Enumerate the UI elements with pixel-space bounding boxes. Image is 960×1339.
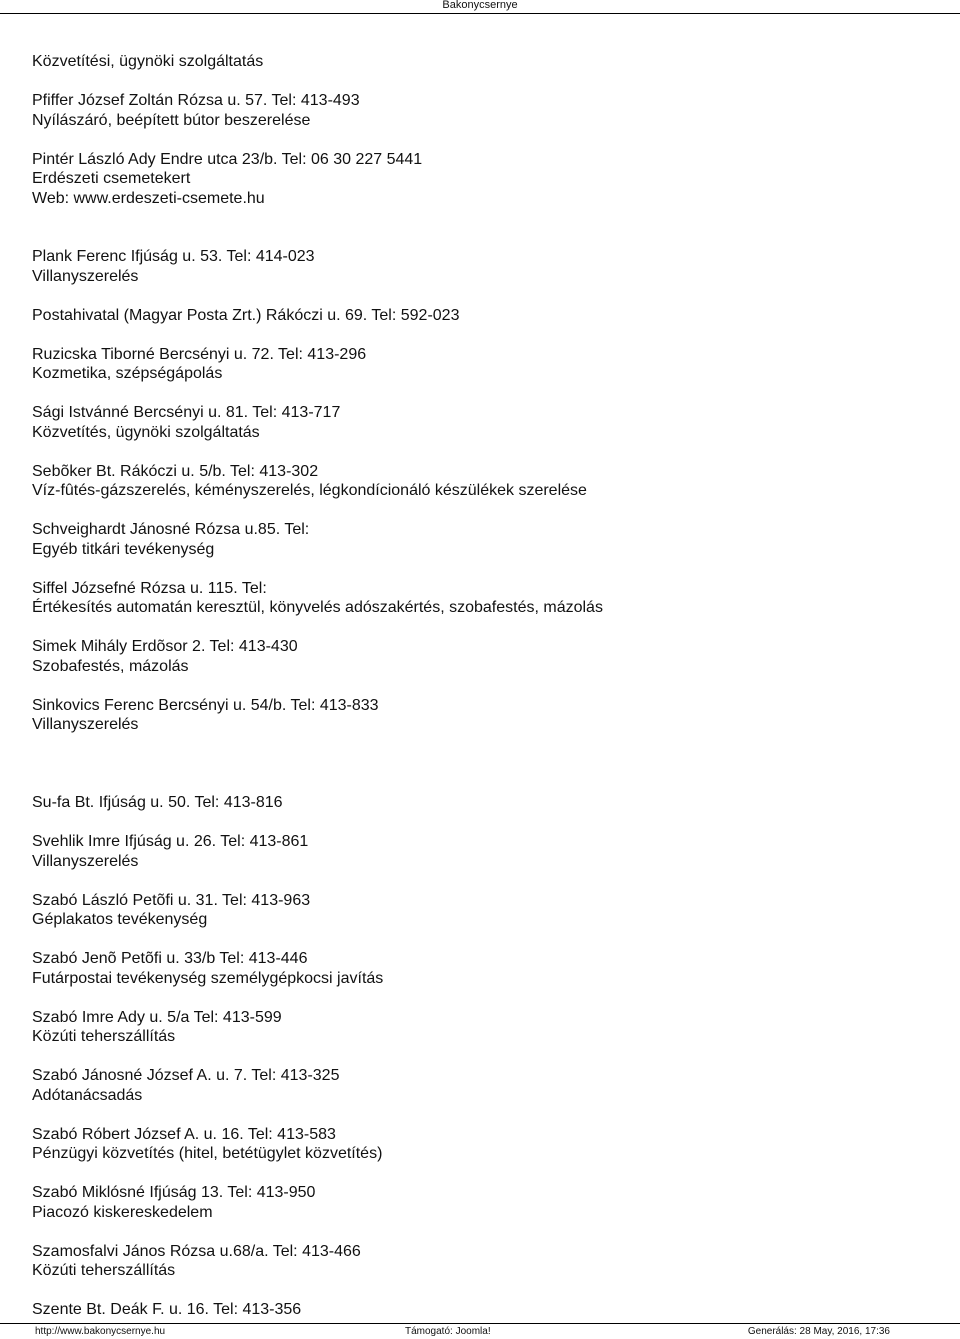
entry-name-line: Szabó Róbert József A. u. 16. Tel: 413-583 <box>32 1125 336 1143</box>
entry-activity: Közúti teherszállítás <box>32 1028 176 1045</box>
entry-name-line: Ruzicska Tiborné Bercsényi u. 72. Tel: 413-296 <box>32 345 367 363</box>
entry-activity: Nyílászáró, beépített bútor beszerelése <box>32 111 311 129</box>
footer-generated: Generálás: 28 May, 2016, 17:36 <box>747 1326 890 1337</box>
list-item <box>32 1300 932 1320</box>
entry-activity: Adótanácsadás <box>32 1086 143 1104</box>
list-item <box>32 345 932 384</box>
entry-activity: Piacozó kiskereskedelem <box>32 1203 213 1221</box>
entry-name-line: Szabó László Petõfi u. 31. Tel: 413-963 <box>32 891 311 909</box>
list-item <box>32 1125 932 1164</box>
directory-list <box>32 52 932 1320</box>
entry-activity: Közvetítés, ügynöki szolgáltatás <box>32 423 260 441</box>
entry-name-line: Postahivatal (Magyar Posta Zrt.) Rákóczi u. 69. Tel: 592-023 <box>32 306 460 324</box>
list-item <box>32 520 932 559</box>
page-footer <box>0 1323 960 1339</box>
entry-name-line: Svehlik Imre Ifjúság u. 26. Tel: 413-861 <box>32 833 309 850</box>
entry-activity: Víz-fûtés-gázszerelés, kéményszerelés, légkondícionáló készülékek szerelése <box>32 482 587 499</box>
list-item <box>32 247 932 286</box>
entry-name-line: Plank Ferenc Ifjúság u. 53. Tel: 414-023 <box>32 248 315 265</box>
entry-name-line: Schveighardt Jánosné Rózsa u.85. Tel: <box>32 521 310 538</box>
list-item <box>32 403 932 442</box>
entry-name-line: Szente Bt. Deák F. u. 16. Tel: 413-356 <box>32 1301 302 1318</box>
entry-name-line: Sági Istvánné Bercsényi u. 81. Tel: 413-717 <box>32 404 341 421</box>
entry-activity: Közúti teherszállítás <box>32 1262 176 1279</box>
entry-activity: Szobafestés, mázolás <box>32 657 189 675</box>
footer-url: http://www.bakonycsernye.hu <box>35 1326 166 1337</box>
list-item <box>32 696 932 735</box>
list-item <box>32 150 932 209</box>
entry-activity: Villanyszerelés <box>32 852 139 870</box>
section-title: Közvetítési, ügynöki szolgáltatás <box>32 53 264 70</box>
list-item <box>32 832 932 871</box>
entry-name-line: Szamosfalvi János Rózsa u.68/a. Tel: 413-466 <box>32 1242 361 1260</box>
list-item <box>32 793 932 813</box>
list-item <box>32 1008 932 1047</box>
entry-name-line: Pfiffer József Zoltán Rózsa u. 57. Tel: 413-493 <box>32 92 360 109</box>
entry-activity: Villanyszerelés <box>32 267 139 285</box>
entry-activity: Kozmetika, szépségápolás <box>32 365 223 382</box>
footer-sponsor: Támogató: Joomla! <box>405 1326 491 1337</box>
entry-activity: Értékesítés automatán keresztül, könyvelés adószakértés, szobafestés, mázolás <box>32 599 603 616</box>
header-title: Bakonycsernye <box>442 0 518 11</box>
entry-activity: Pénzügyi közvetítés (hitel, betétügylet közvetítés) <box>32 1145 383 1162</box>
entry-activity: Erdészeti csemetekert <box>32 170 191 187</box>
entry-name-line: Pintér László Ady Endre utca 23/b. Tel: 06 30 227 5441 <box>32 150 423 168</box>
list-item <box>32 306 932 326</box>
entry-name-line: Szabó Jánosné József A. u. 7. Tel: 413-325 <box>32 1067 340 1084</box>
entry-activity: Villanyszerelés <box>32 716 139 733</box>
entry-website: Web: www.erdeszeti-csemete.hu <box>32 189 265 207</box>
entry-name-line: Sebõker Bt. Rákóczi u. 5/b. Tel: 413-302 <box>32 462 319 480</box>
entry-name-line: Szabó Imre Ady u. 5/a Tel: 413-599 <box>32 1008 282 1026</box>
entry-name-line: Szabó Jenõ Petõfi u. 33/b Tel: 413-446 <box>32 950 308 967</box>
entry-activity: Futárpostai tevékenység személygépkocsi javítás <box>32 969 384 987</box>
list-item <box>32 1242 932 1281</box>
list-item <box>32 637 932 676</box>
list-item <box>32 579 932 618</box>
list-item <box>32 1183 932 1222</box>
page-header <box>0 0 960 14</box>
entry-name-line: Simek Mihály Erdõsor 2. Tel: 413-430 <box>32 638 298 655</box>
entry-name-line: Siffel Józsefné Rózsa u. 115. Tel: <box>32 579 267 597</box>
entry-name-line: Su-fa Bt. Ifjúság u. 50. Tel: 413-816 <box>32 794 283 811</box>
entry-name-line: Sinkovics Ferenc Bercsényi u. 54/b. Tel: 413-833 <box>32 696 379 714</box>
entry-activity: Géplakatos tevékenység <box>32 911 208 928</box>
list-item <box>32 91 932 130</box>
list-item <box>32 462 932 501</box>
entry-activity: Egyéb titkári tevékenység <box>32 540 215 558</box>
list-item <box>32 891 932 930</box>
list-item <box>32 949 932 988</box>
list-item <box>32 1066 932 1105</box>
entry-name-line: Szabó Miklósné Ifjúság 13. Tel: 413-950 <box>32 1184 316 1201</box>
